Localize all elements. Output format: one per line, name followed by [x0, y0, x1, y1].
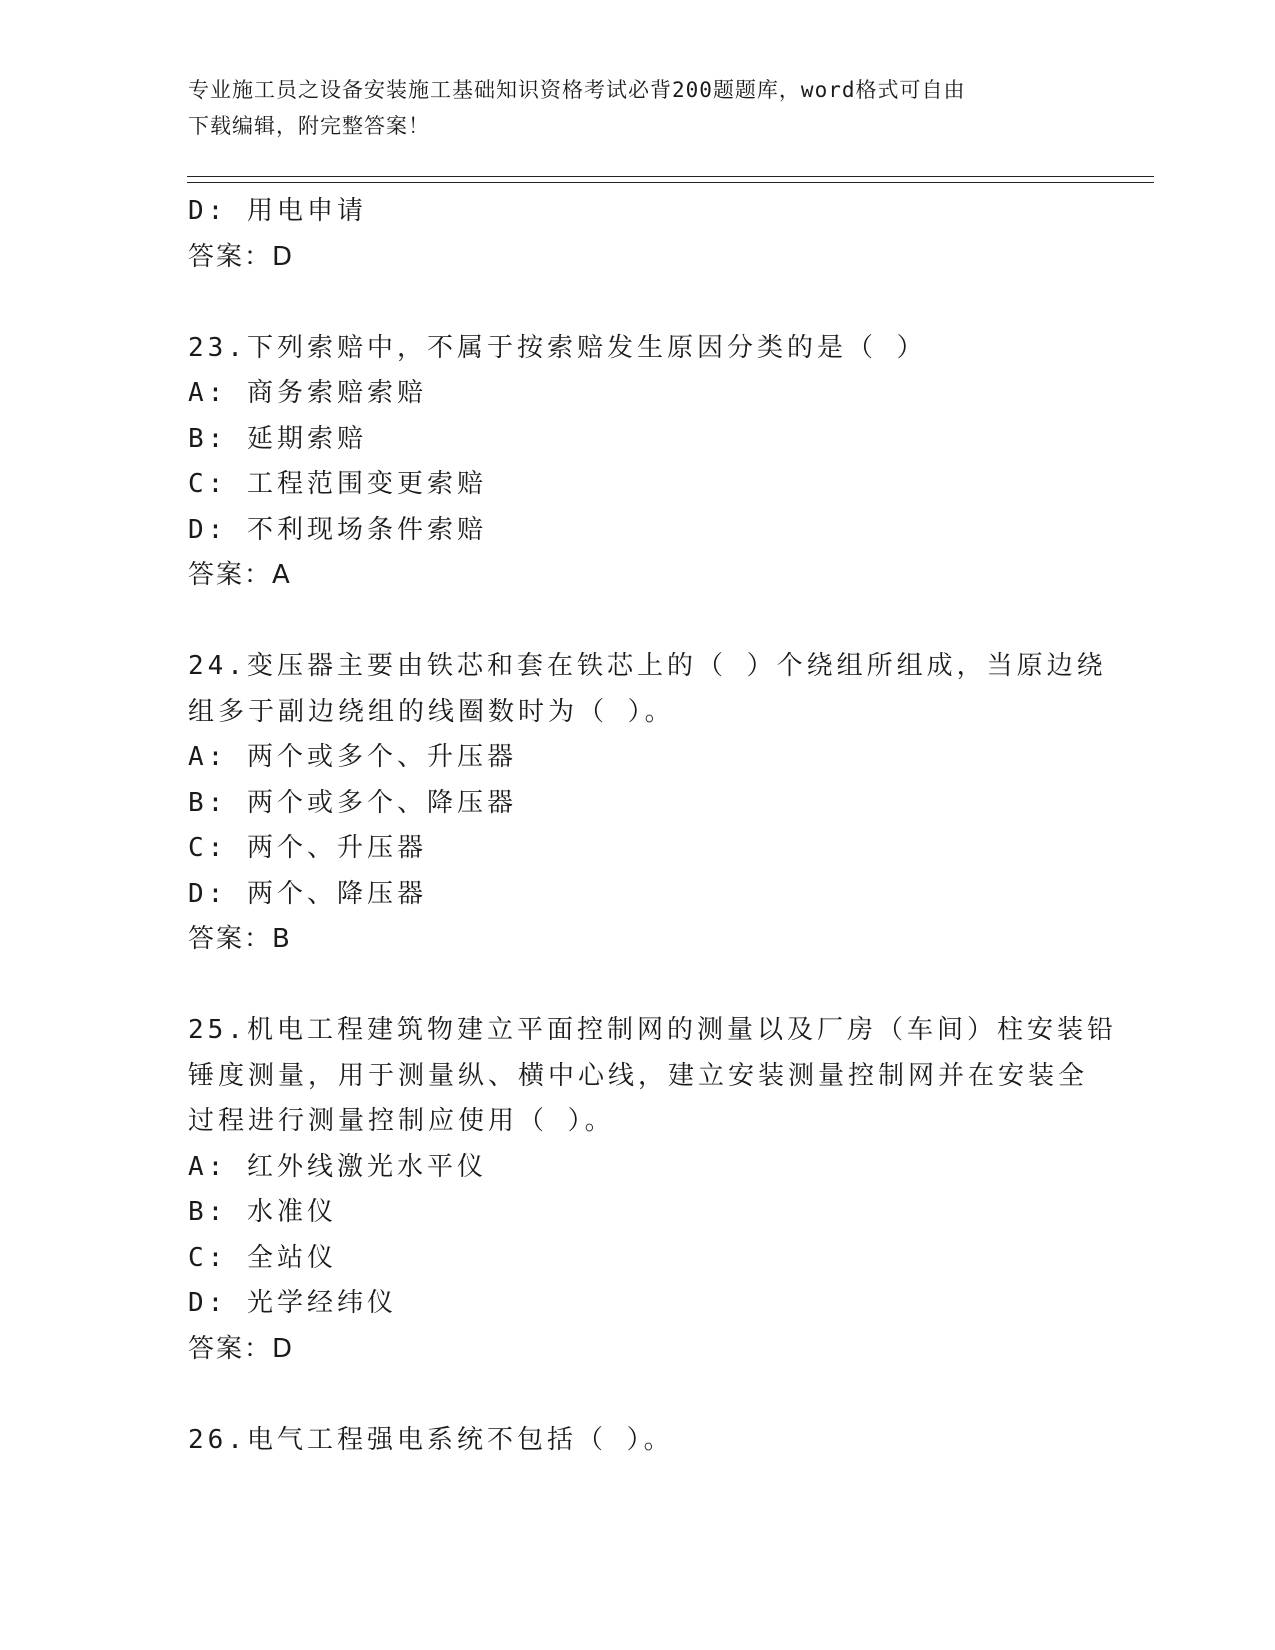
- q25-question-line-1: 25.机电工程建筑物建立平面控制网的测量以及厂房（车间）柱安装铅: [188, 1015, 1117, 1045]
- q25-option-c: C: 全站仪: [188, 1242, 337, 1273]
- q23-question: 23.下列索赔中，不属于按索赔发生原因分类的是（ ）: [188, 332, 927, 363]
- spacer: [188, 963, 1088, 1009]
- spacer: [188, 599, 1088, 645]
- header-divider-bottom: [187, 182, 1154, 183]
- q24-option-a: A: 两个或多个、升压器: [188, 742, 517, 772]
- q23-option-c: C: 工程范围变更索赔: [188, 469, 487, 499]
- q25-option-b: B: 水准仪: [188, 1197, 337, 1227]
- q24-option-c: C: 两个、升压器: [188, 833, 427, 863]
- header-line-1: 专业施工员之设备安装施工基础知识资格考试必背200题题库，word格式可自由: [188, 78, 966, 102]
- q23-option-b: B: 延期索赔: [188, 423, 367, 454]
- document-header: [188, 72, 1088, 144]
- q25-option-a: A: 红外线激光水平仪: [188, 1151, 487, 1182]
- q23-answer: 答案：A: [188, 560, 292, 590]
- q24-answer: 答案：B: [188, 924, 292, 954]
- prev-answer: 答案：D: [188, 241, 295, 272]
- q25-option-d: D: 光学经纬仪: [188, 1288, 397, 1318]
- header-line-2: 下载编辑，附完整答案！: [188, 114, 430, 138]
- prev-option-d: D: 用电申请: [188, 196, 367, 226]
- header-divider-top: [187, 176, 1154, 177]
- question-list: [188, 189, 1117, 1463]
- q23-option-d: D: 不利现场条件索赔: [188, 514, 487, 545]
- spacer: [188, 1372, 1088, 1418]
- q25-answer: 答案：D: [188, 1333, 295, 1364]
- q25-question-line-3: 过程进行测量控制应使用（ ）。: [188, 1106, 615, 1136]
- q26-question: 26.电气工程强电系统不包括（ ）。: [188, 1424, 674, 1455]
- q24-option-b: B: 两个或多个、降压器: [188, 787, 517, 818]
- q25-question-line-2: 锤度测量，用于测量纵、横中心线，建立安装测量控制网并在安装全: [188, 1060, 1089, 1091]
- q24-question-line-1: 24.变压器主要由铁芯和套在铁芯上的（ ）个绕组所组成，当原边绕: [188, 651, 1107, 681]
- q24-option-d: D: 两个、降压器: [188, 878, 427, 909]
- q23-option-a: A: 商务索赔索赔: [188, 378, 427, 408]
- spacer: [188, 280, 1088, 326]
- q24-question-line-2: 组多于副边绕组的线圈数时为（ ）。: [188, 696, 675, 727]
